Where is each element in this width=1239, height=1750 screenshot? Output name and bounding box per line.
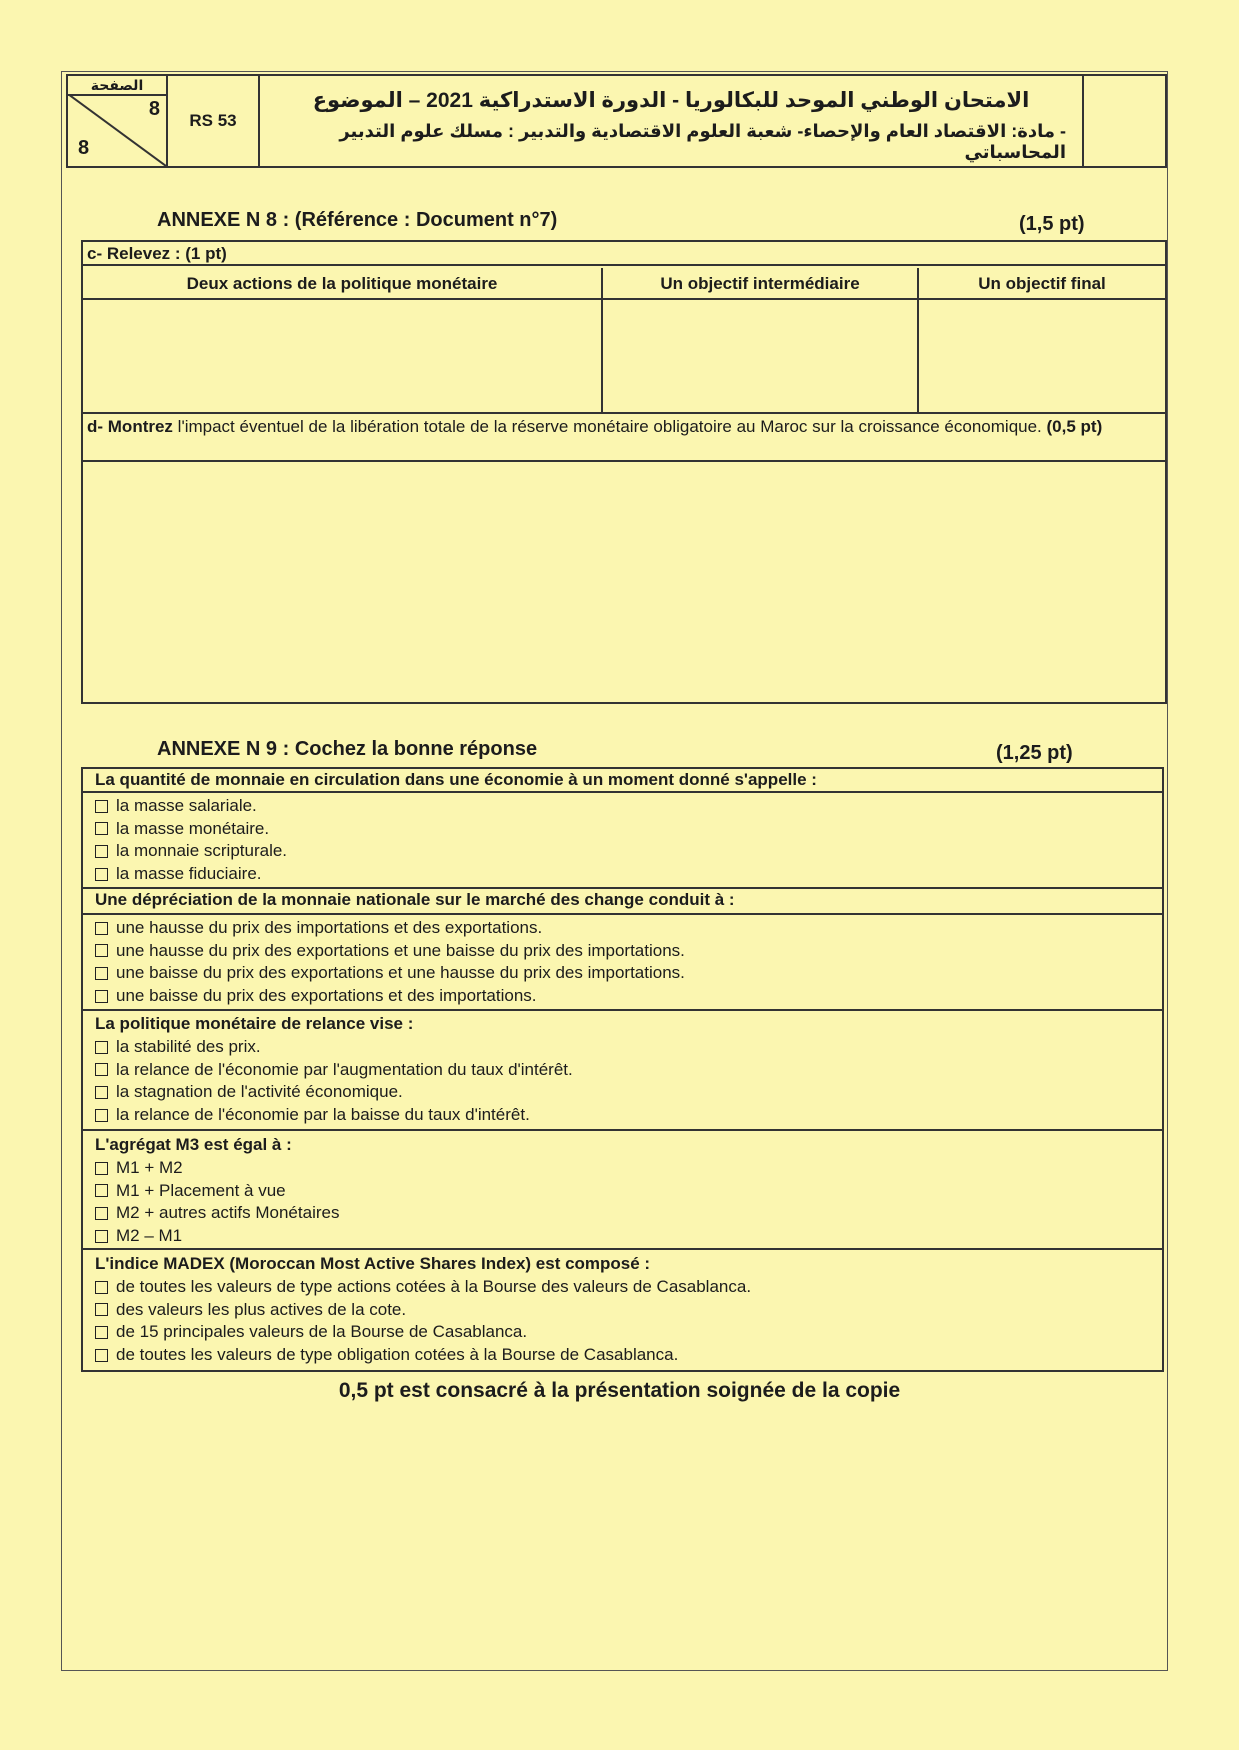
options-1 — [83, 795, 1162, 889]
option-label: une hausse du prix des exportations et une baisse du prix des importations. — [116, 940, 685, 960]
question-c: c- Relevez : (1 pt) — [83, 242, 1165, 266]
page-label: الصفحة — [68, 76, 166, 96]
question-3-block — [83, 1012, 1162, 1131]
option-label: une baisse du prix des exportations et des importations. — [116, 985, 537, 1005]
option[interactable] — [95, 1276, 1162, 1299]
answer-d[interactable] — [83, 464, 1165, 700]
question-5: L'indice MADEX (Moroccan Most Active Shares Index) est composé : — [95, 1254, 651, 1273]
question-d-text: l'impact éventuel de la libération totale de la réserve monétaire obligatoire au Maroc sur la croissance économique. — [177, 417, 1042, 436]
option-label: de toutes les valeurs de type actions cotées à la Bourse des valeurs de Casablanca. — [116, 1277, 752, 1296]
annexe8-points: (1,5 pt) — [1019, 213, 1085, 235]
option-label: une hausse du prix des importations et des exportations. — [116, 918, 543, 937]
annexe8-title: ANNEXE N 8 : (Référence : Document n°7) — [157, 209, 558, 231]
option-label: de toutes les valeurs de type obligation cotées à la Bourse de Casablanca. — [116, 1344, 679, 1364]
exam-title: الامتحان الوطني الموحد للبكالوريا - الدورة الاستدراكية 2021 – الموضوع — [312, 89, 1030, 112]
checkbox[interactable] — [95, 967, 108, 980]
option-label: la stabilité des prix. — [116, 1037, 261, 1056]
option[interactable] — [95, 1157, 1162, 1180]
column-header-intermediate: Un objectif intermédiaire — [603, 268, 919, 300]
question-4-block — [83, 1133, 1162, 1250]
checkbox[interactable] — [95, 1281, 108, 1294]
option-label: de 15 principales valeurs de la Bourse de Casablanca. — [116, 1322, 528, 1342]
option[interactable] — [95, 940, 1162, 963]
checkbox[interactable] — [95, 1326, 108, 1339]
checkbox[interactable] — [95, 944, 108, 957]
column-header-final: Un objectif final — [919, 268, 1165, 300]
presentation-note: 0,5 pt est consacré à la présentation soignée de la copie — [338, 1379, 901, 1402]
option[interactable] — [95, 1081, 1162, 1104]
checkbox[interactable] — [95, 1109, 108, 1122]
question-d — [83, 414, 1165, 462]
exam-header — [66, 74, 1167, 168]
checkbox[interactable] — [95, 868, 108, 881]
question-1: La quantité de monnaie en circulation dans une économie à un moment donné s'appelle : — [83, 769, 1162, 793]
option-label: la masse salariale. — [116, 796, 257, 815]
page-current: 8 — [148, 98, 160, 120]
checkbox[interactable] — [95, 1162, 108, 1175]
annexe9-title — [157, 738, 537, 761]
checkbox[interactable] — [95, 990, 108, 1003]
answer-final[interactable] — [919, 300, 1165, 414]
option[interactable] — [95, 1059, 1162, 1082]
option[interactable] — [95, 1299, 1162, 1322]
option[interactable] — [95, 818, 1162, 841]
option[interactable] — [95, 795, 1162, 818]
options-2 — [83, 917, 1162, 1011]
option-label: une baisse du prix des exportations et une hausse du prix des importations. — [116, 963, 685, 983]
option[interactable] — [95, 1225, 1162, 1248]
option-label: M1 + Placement à vue — [116, 1180, 286, 1200]
checkbox[interactable] — [95, 1230, 108, 1243]
checkbox[interactable] — [95, 1041, 108, 1054]
annexe9-points: (1,25 pt) — [996, 742, 1073, 764]
checkbox[interactable] — [95, 1207, 108, 1220]
option[interactable] — [95, 962, 1162, 985]
option[interactable] — [95, 1202, 1162, 1225]
question-d-points: (0,5 pt) — [1046, 417, 1103, 436]
option-label: la masse monétaire. — [116, 818, 270, 838]
question-4: L'agrégat M3 est égal à : — [95, 1135, 292, 1154]
checkbox[interactable] — [95, 1184, 108, 1197]
question-2: Une dépréciation de la monnaie nationale sur le marché des change conduit à : — [83, 889, 1162, 915]
option[interactable] — [95, 1344, 1162, 1367]
exam-subject: - مادة: الاقتصاد العام والإحصاء- شعبة العلوم الاقتصادية والتدبير : مسلك علوم التدبير المحاسباتي — [339, 121, 1066, 162]
answer-intermediate[interactable] — [603, 300, 919, 414]
exam-title-cell — [260, 76, 1084, 166]
checkbox[interactable] — [95, 1349, 108, 1362]
blank-cell — [1084, 76, 1163, 166]
exam-code: RS 53 — [168, 76, 260, 166]
answer-actions[interactable] — [83, 300, 603, 414]
option[interactable] — [95, 1036, 1162, 1059]
checkbox[interactable] — [95, 800, 108, 813]
option[interactable] — [95, 1180, 1162, 1203]
option-label: la masse fiduciaire. — [116, 863, 262, 883]
annexe8-table — [81, 240, 1167, 704]
option-label: la relance de l'économie par l'augmentation du taux d'intérêt. — [116, 1059, 573, 1079]
column-header-actions: Deux actions de la politique monétaire — [83, 268, 603, 300]
option[interactable] — [95, 840, 1162, 863]
annexe9-title-rest: Cochez la bonne réponse — [294, 738, 538, 760]
option[interactable] — [95, 917, 1162, 940]
page-total: 8 — [78, 137, 90, 159]
question-5-block — [83, 1252, 1162, 1368]
checkbox[interactable] — [95, 845, 108, 858]
checkbox[interactable] — [95, 1063, 108, 1076]
question-3: La politique monétaire de relance vise : — [95, 1014, 414, 1033]
checkbox[interactable] — [95, 1086, 108, 1099]
option[interactable] — [95, 1321, 1162, 1344]
annexe9-title-bold: ANNEXE N 9 : — [157, 738, 290, 760]
option[interactable] — [95, 863, 1162, 886]
question-d-label: d- Montrez — [87, 417, 173, 436]
option-label: des valeurs les plus actives de la cote. — [116, 1299, 407, 1319]
option-label: M2 + autres actifs Monétaires — [116, 1203, 340, 1223]
option-label: M2 – M1 — [116, 1225, 183, 1245]
checkbox[interactable] — [95, 1303, 108, 1316]
option-label: la monnaie scripturale. — [116, 841, 288, 861]
annexe9-table — [81, 767, 1164, 1372]
option-label: M1 + M2 — [116, 1158, 183, 1177]
option-label: la relance de l'économie par la baisse du taux d'intérêt. — [116, 1104, 530, 1124]
checkbox[interactable] — [95, 822, 108, 835]
page-number-cell — [68, 76, 168, 166]
checkbox[interactable] — [95, 922, 108, 935]
option-label: la stagnation de l'activité économique. — [116, 1082, 403, 1102]
option[interactable] — [95, 985, 1162, 1008]
option[interactable] — [95, 1104, 1162, 1127]
